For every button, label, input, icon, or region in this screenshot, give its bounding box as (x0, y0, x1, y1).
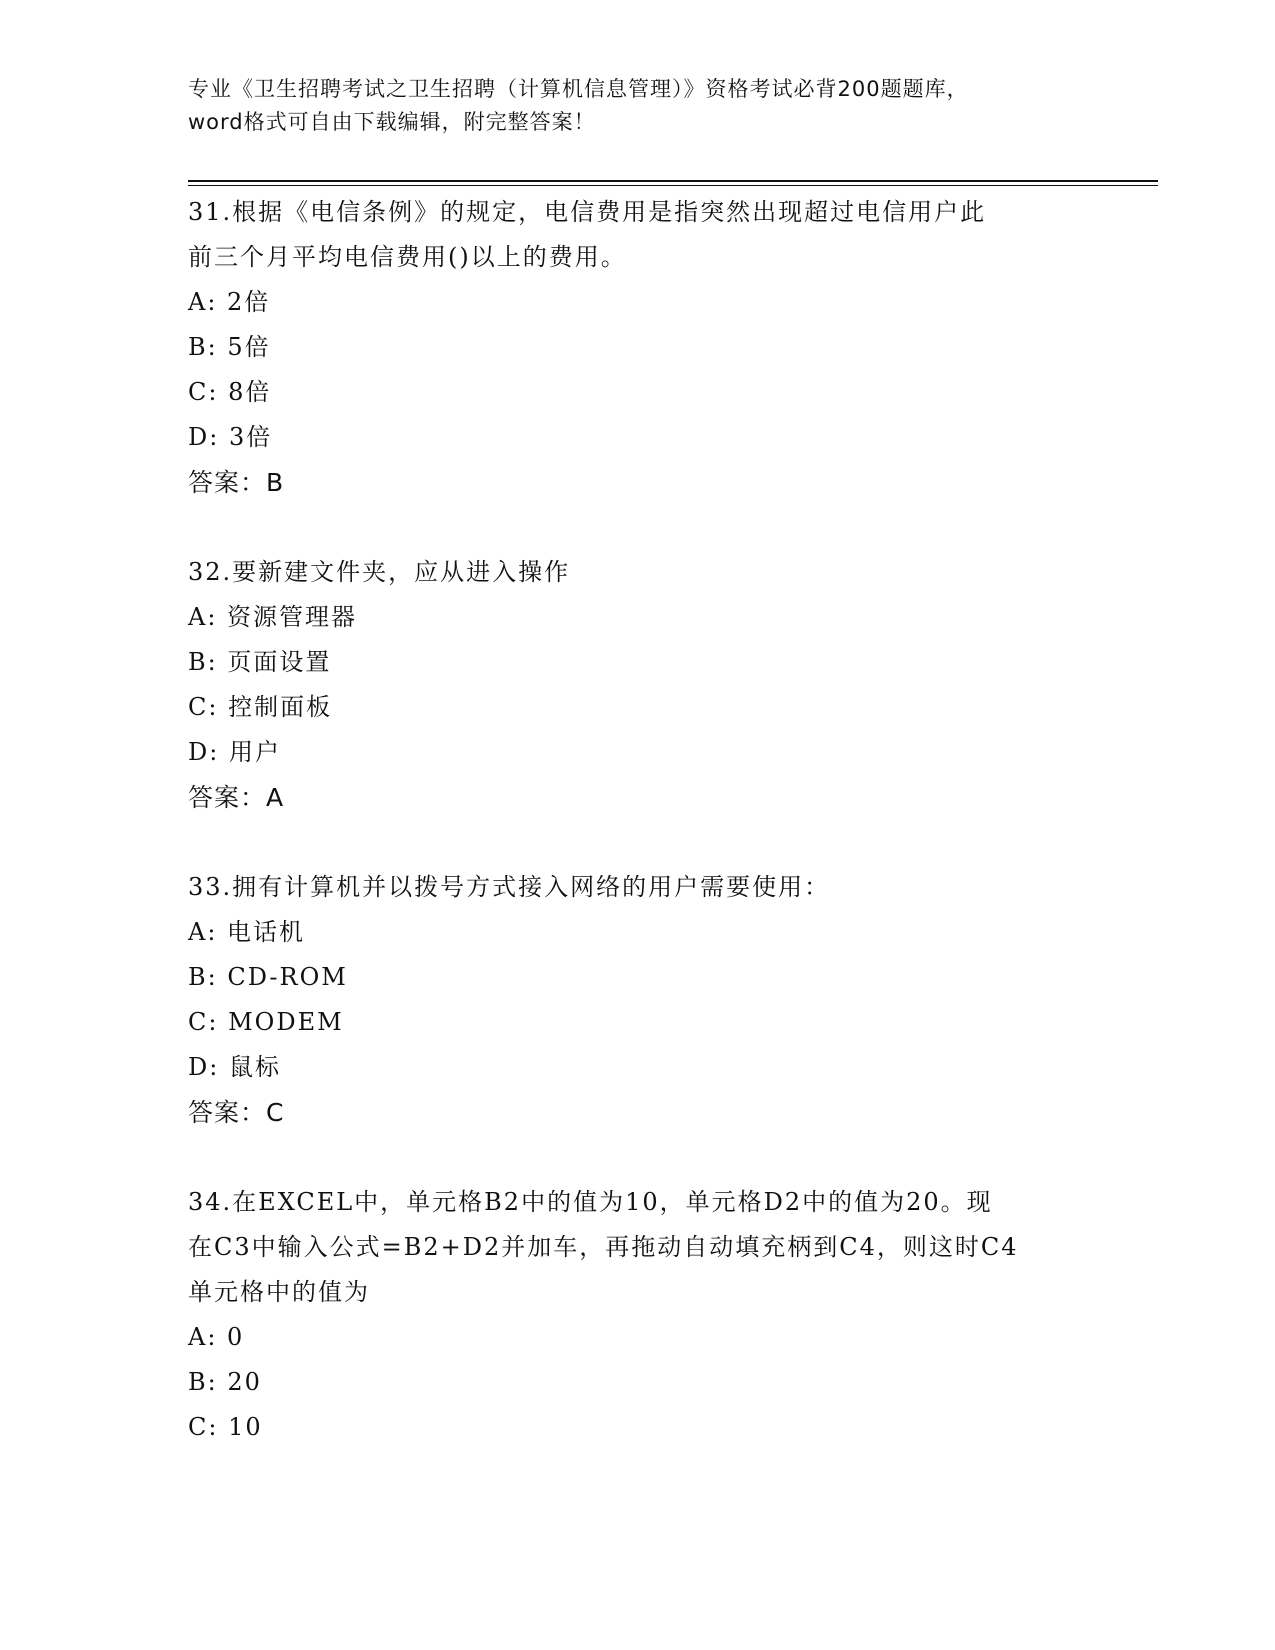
question-line: 拥有计算机并以拨号方式接入网络的用户需要使用： (232, 873, 831, 901)
option-b: B: 5倍 (188, 333, 271, 361)
question-list (188, 190, 1088, 1495)
answer: 答案：A (188, 783, 285, 812)
option-c: C: 8倍 (188, 378, 272, 406)
question-line: 在EXCEL中，单元格B2中的值为10，单元格D2中的值为20。现 (232, 1188, 993, 1216)
option-c: C: 10 (188, 1413, 263, 1441)
option-b: B: 页面设置 (188, 648, 332, 676)
option-d: D: 3倍 (188, 423, 273, 451)
answer: 答案：B (188, 468, 285, 497)
option-c: C: MODEM (188, 1008, 344, 1036)
option-b: B: CD-ROM (188, 963, 348, 991)
header-divider-thick (188, 180, 1158, 182)
question-line: 根据《电信条例》的规定，电信费用是指突然出现超过电信用户此 (232, 198, 987, 226)
option-a: A: 0 (188, 1323, 245, 1351)
header-line-2: word格式可自由下载编辑，附完整答案！ (188, 110, 596, 134)
question-line: 要新建文件夹，应从进入操作 (232, 558, 571, 586)
question-number: 32. (188, 558, 233, 586)
question-line: 在C3中输入公式=B2+D2并加车，再拖动自动填充柄到C4，则这时C4 (188, 1233, 1019, 1261)
option-a: A: 资源管理器 (188, 603, 358, 631)
answer: 答案：C (188, 1098, 285, 1127)
question-text (188, 190, 1088, 235)
question-number: 34. (188, 1188, 233, 1216)
question-33 (188, 865, 1088, 1135)
question-text (188, 865, 1088, 910)
option-c: C: 控制面板 (188, 693, 333, 721)
header-divider-thin (188, 185, 1158, 186)
option-d: D: 用户 (188, 738, 281, 766)
question-text (188, 1180, 1088, 1225)
question-number: 31. (188, 198, 233, 226)
question-line: 单元格中的值为 (188, 1278, 370, 1306)
option-d: D: 鼠标 (188, 1053, 281, 1081)
question-32 (188, 550, 1088, 820)
question-line: 前三个月平均电信费用()以上的费用。 (188, 243, 627, 271)
option-b: B: 20 (188, 1368, 262, 1396)
option-a: A: 2倍 (188, 288, 271, 316)
header-line-1: 专业《卫生招聘考试之卫生招聘（计算机信息管理）》资格考试必背200题题库， (188, 77, 969, 101)
question-31 (188, 190, 1088, 505)
question-number: 33. (188, 873, 233, 901)
option-a: A: 电话机 (188, 918, 306, 946)
document-header (188, 73, 1088, 139)
question-34 (188, 1180, 1088, 1450)
question-text (188, 550, 1088, 595)
